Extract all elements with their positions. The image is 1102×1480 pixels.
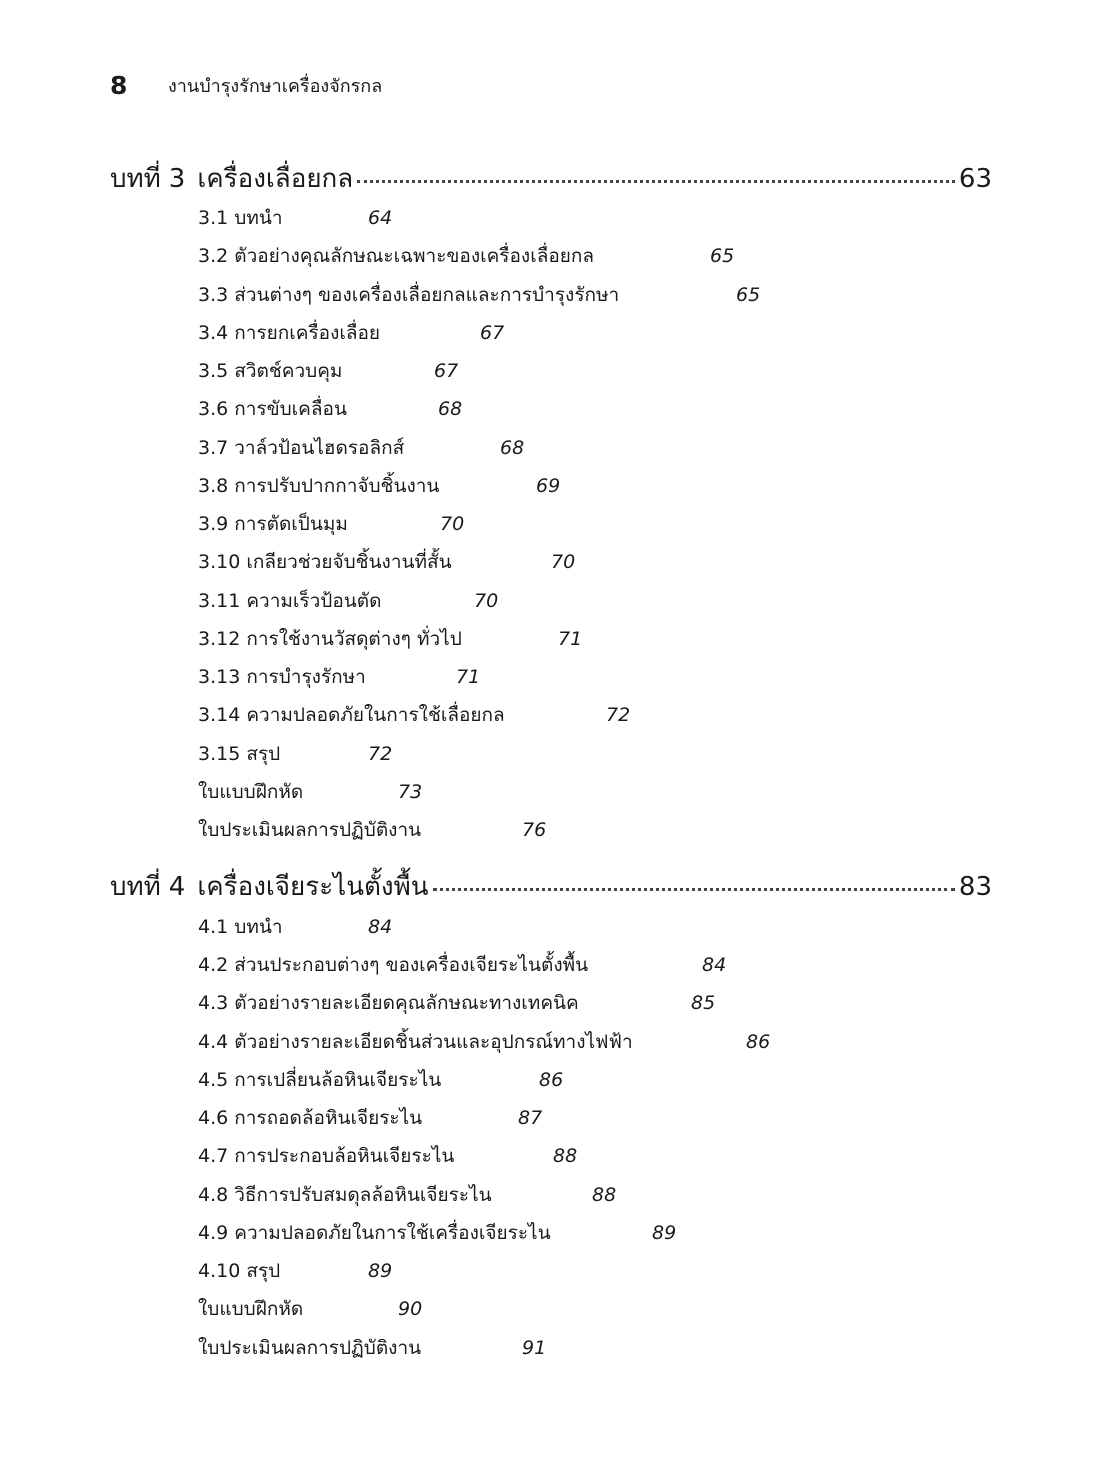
- entry-text: 3.1 บทนำ: [198, 207, 283, 229]
- toc-entry[interactable]: [198, 318, 505, 348]
- entry-page: 87: [518, 1107, 543, 1129]
- toc-entry[interactable]: [198, 1218, 677, 1248]
- chapter-title: เครื่องเจียระไนตั้งพื้น: [197, 872, 429, 902]
- toc-entry[interactable]: [198, 624, 583, 654]
- entry-page: 73: [398, 781, 423, 803]
- entry-text: 3.15 สรุป: [198, 743, 281, 765]
- toc-entry[interactable]: [198, 988, 716, 1018]
- entry-page: 71: [558, 628, 583, 650]
- entry-page: 91: [522, 1337, 547, 1359]
- entry-text: 4.9 ความปลอดภัยในการใช้เครื่องเจียระไน: [198, 1222, 551, 1244]
- entry-text: 3.9 การตัดเป็นมุม: [198, 513, 348, 535]
- entry-page: 72: [368, 743, 393, 765]
- toc-entry[interactable]: [198, 950, 727, 980]
- toc-entry[interactable]: [198, 777, 423, 807]
- entry-text: 3.2 ตัวอย่างคุณลักษณะเฉพาะของเครื่องเลื่อยกล: [198, 245, 595, 267]
- entry-page: 84: [368, 916, 393, 938]
- entry-page: 71: [456, 666, 481, 688]
- dot-leader: [357, 179, 955, 183]
- book-title: งานบำรุงรักษาเครื่องจักรกล: [168, 75, 383, 97]
- entry-text: 3.12 การใช้งานวัสดุต่างๆ ทั่วไป: [198, 628, 462, 650]
- entry-page: 90: [398, 1298, 423, 1320]
- entry-page: 76: [522, 819, 547, 841]
- entry-page: 70: [474, 590, 499, 612]
- toc-entry[interactable]: [198, 509, 465, 539]
- toc-entry[interactable]: [198, 280, 761, 310]
- entry-text: 3.13 การบำรุงรักษา: [198, 666, 366, 688]
- toc-entry[interactable]: [198, 815, 547, 845]
- toc-entry[interactable]: [198, 203, 393, 233]
- entry-text: 3.11 ความเร็วป้อนตัด: [198, 590, 382, 612]
- chapter-label: [110, 158, 353, 199]
- entry-text: 4.8 วิธีการปรับสมดุลล้อหินเจียระไน: [198, 1184, 492, 1206]
- entry-text: ใบแบบฝึกหัด: [198, 781, 304, 803]
- entry-text: 3.7 วาล์วป้อนไฮดรอลิกส์: [198, 437, 405, 459]
- entry-text: 4.7 การประกอบล้อหินเจียระไน: [198, 1145, 455, 1167]
- entry-text: 3.8 การปรับปากกาจับชิ้นงาน: [198, 475, 440, 497]
- toc-entry[interactable]: [198, 1027, 771, 1057]
- entry-text: 3.3 ส่วนต่างๆ ของเครื่องเลื่อยกลและการบำรุงรักษา: [198, 284, 620, 306]
- entry-text: 4.10 สรุป: [198, 1260, 281, 1282]
- entry-page: 84: [702, 954, 727, 976]
- toc-entry[interactable]: [198, 1180, 617, 1210]
- chapter-4-heading[interactable]: [110, 866, 992, 912]
- toc-entry[interactable]: [198, 1141, 578, 1171]
- entry-page: 65: [710, 245, 735, 267]
- chapter-title: เครื่องเลื่อยกล: [197, 164, 354, 194]
- toc-entry[interactable]: [198, 1103, 543, 1133]
- chapter-number: 3: [168, 164, 186, 194]
- entry-page: 65: [736, 284, 761, 306]
- toc-entry[interactable]: [198, 586, 499, 616]
- toc-entry[interactable]: [198, 394, 463, 424]
- toc-entry[interactable]: [198, 433, 525, 463]
- entry-text: 4.3 ตัวอย่างรายละเอียดคุณลักษณะทางเทคนิค: [198, 992, 579, 1014]
- entry-text: ใบประเมินผลการปฏิบัติงาน: [198, 819, 422, 841]
- entry-page: 68: [500, 437, 525, 459]
- toc-entry[interactable]: [198, 1065, 564, 1095]
- chapter-page: 83: [958, 872, 992, 902]
- toc-entry[interactable]: [198, 1294, 423, 1324]
- entry-text: 3.5 สวิตช์ควบคุม: [198, 360, 343, 382]
- entry-text: 4.5 การเปลี่ยนล้อหินเจียระไน: [198, 1069, 442, 1091]
- dot-leader: [433, 887, 955, 891]
- entry-page: 67: [480, 322, 505, 344]
- entry-page: 89: [368, 1260, 393, 1282]
- page-number: 8: [110, 70, 128, 100]
- toc-entry[interactable]: [198, 700, 631, 730]
- entry-page: 69: [536, 475, 561, 497]
- entry-page: 89: [652, 1222, 677, 1244]
- entry-page: 85: [691, 992, 716, 1014]
- toc-entry[interactable]: [198, 471, 561, 501]
- chapter-prefix: บทที่: [110, 164, 161, 194]
- entry-text: 3.14 ความปลอดภัยในการใช้เลื่อยกล: [198, 704, 505, 726]
- toc-entry[interactable]: [198, 912, 393, 942]
- entry-page: 70: [551, 551, 576, 573]
- chapter-prefix: บทที่: [110, 872, 161, 902]
- entry-page: 86: [746, 1031, 771, 1053]
- entry-text: 3.6 การขับเคลื่อน: [198, 398, 347, 420]
- entry-page: 70: [440, 513, 465, 535]
- entry-text: 3.10 เกลียวช่วยจับชิ้นงานที่สั้น: [198, 551, 452, 573]
- chapter-page: 63: [958, 164, 992, 194]
- chapter-number: 4: [168, 872, 186, 902]
- toc-entry[interactable]: [198, 1256, 393, 1286]
- toc-entry[interactable]: [198, 739, 393, 769]
- entry-page: 68: [438, 398, 463, 420]
- chapter-3-heading[interactable]: [110, 158, 992, 204]
- entry-page: 88: [592, 1184, 617, 1206]
- toc-entry[interactable]: [198, 241, 735, 271]
- entry-text: ใบแบบฝึกหัด: [198, 1298, 304, 1320]
- toc-entry[interactable]: [198, 547, 576, 577]
- entry-text: 3.4 การยกเครื่องเลื่อย: [198, 322, 381, 344]
- toc-entry[interactable]: [198, 662, 481, 692]
- toc-entry[interactable]: [198, 1333, 547, 1363]
- entry-page: 88: [553, 1145, 578, 1167]
- entry-text: 4.2 ส่วนประกอบต่างๆ ของเครื่องเจียระไนตั้งพื้น: [198, 954, 589, 976]
- entry-page: 72: [606, 704, 631, 726]
- entry-text: 4.6 การถอดล้อหินเจียระไน: [198, 1107, 423, 1129]
- entry-text: 4.1 บทนำ: [198, 916, 283, 938]
- entry-page: 64: [368, 207, 393, 229]
- entry-text: ใบประเมินผลการปฏิบัติงาน: [198, 1337, 422, 1359]
- entry-page: 86: [539, 1069, 564, 1091]
- entry-text: 4.4 ตัวอย่างรายละเอียดชิ้นส่วนและอุปกรณ์ทางไฟฟ้า: [198, 1031, 633, 1053]
- page-header: [110, 68, 382, 102]
- entry-page: 67: [434, 360, 459, 382]
- toc-entry[interactable]: [198, 356, 459, 386]
- chapter-label: [110, 866, 429, 907]
